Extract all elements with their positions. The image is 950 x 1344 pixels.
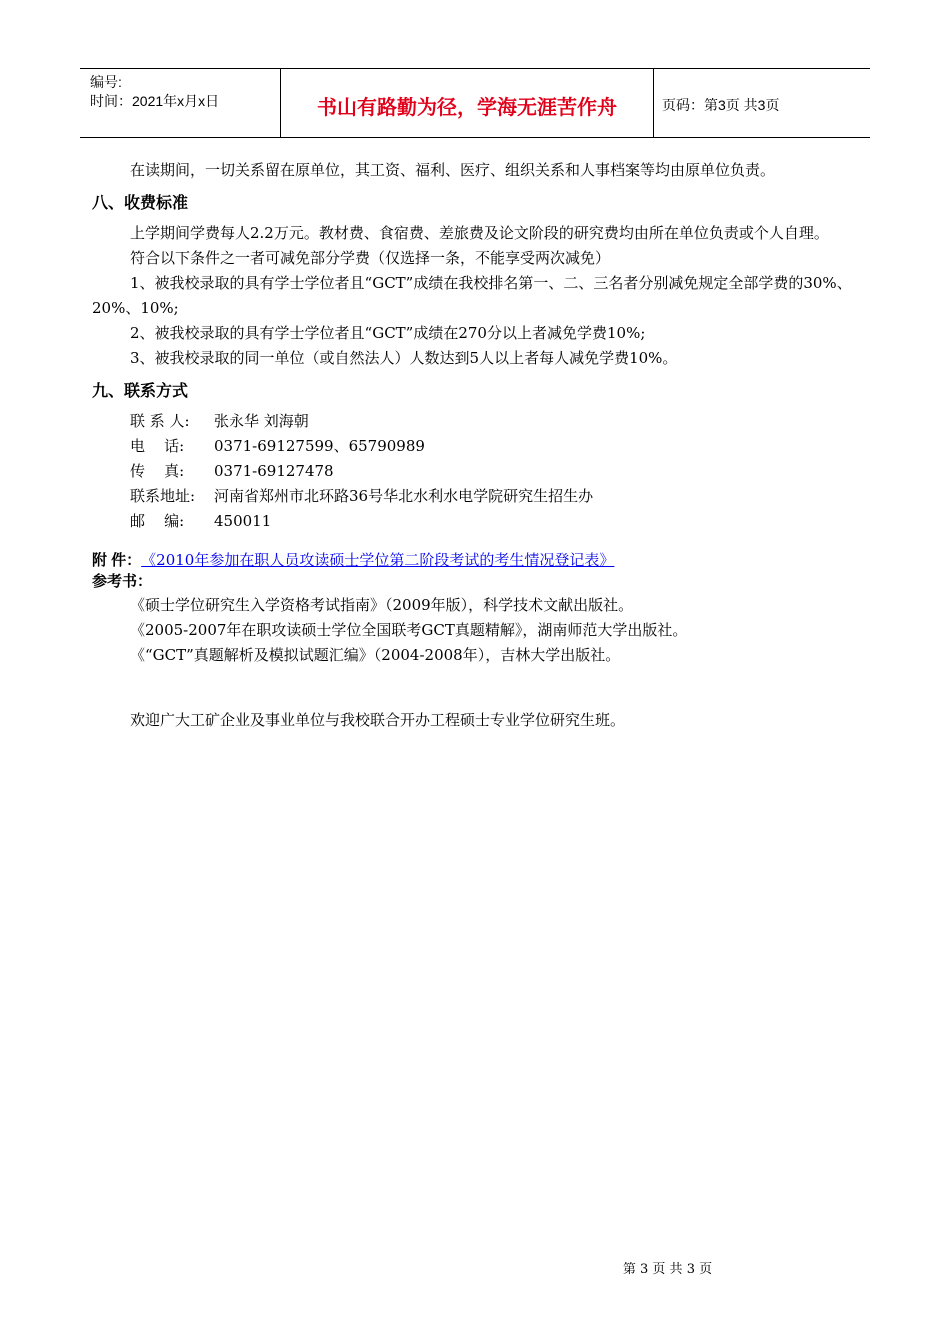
references-label: 参考书： <box>92 573 153 590</box>
contact-row <box>130 409 862 434</box>
time-label: 时间：2021年x月x日 <box>90 93 220 109</box>
reference-book: 《“GCT”真题解析及模拟试题汇编》（2004-2008年），吉林大学出版社。 <box>130 646 621 664</box>
contact-label: 邮 编: <box>130 512 185 530</box>
fees-line: 符合以下条件之一者可减免部分学费（仅选择一条，不能享受两次减免） <box>130 249 611 267</box>
contact-label: 电 话: <box>130 437 185 455</box>
contact-value: 450011 <box>214 512 272 530</box>
contact-heading: 九、联系方式 <box>92 383 189 400</box>
intro-paragraph: 在读期间，一切关系留在原单位，其工资、福利、医疗、组织关系和人事档案等均由原单位负责。 <box>130 161 776 179</box>
header-motto: 书山有路勤为径，学海无涯苦作舟 <box>280 69 654 137</box>
welcome-paragraph: 欢迎广大工矿企业及事业单位与我校联合开办工程硕士专业学位研究生班。 <box>130 711 626 729</box>
contact-row <box>130 434 862 459</box>
contact-row <box>130 484 862 509</box>
fees-line: 上学期间学费每人2.2万元。教材费、食宿费、差旅费及论文阶段的研究费均由所在单位负责或个人自理。 <box>130 224 829 242</box>
contact-label: 联 系 人: <box>130 412 190 430</box>
fees-line: 2、被我校录取的具有学士学位者且“GCT”成绩在270分以上者减免学费10%; <box>130 324 646 342</box>
header-page-label: 页码：第3页 共3页 <box>662 97 780 113</box>
contact-value: 0371-69127599、65790989 <box>214 437 425 455</box>
attachment-link[interactable]: 《2010年参加在职人员攻读硕士学位第二阶段考试的考生情况登记表》 <box>141 551 615 569</box>
attachment-row <box>92 550 862 571</box>
attachment-label: 附 件： <box>92 552 142 569</box>
contact-label: 联系地址: <box>130 487 196 505</box>
fees-heading: 八、收费标准 <box>92 195 189 212</box>
header-meta <box>80 69 280 137</box>
contact-value: 0371-69127478 <box>214 462 334 480</box>
fees-line: 1、被我校录取的具有学士学位者且“GCT”成绩在我校排名第一、二、三名者分别减免规定全部学费的30%、20%、10%; <box>92 274 852 317</box>
document-body <box>92 158 862 733</box>
fees-line: 3、被我校录取的同一单位（或自然法人）人数达到5人以上者每人减免学费10%。 <box>130 349 678 367</box>
page-footer: 第 3 页 共 3 页 <box>622 1262 713 1277</box>
contact-value: 河南省郑州市北环路36号华北水利水电学院研究生招生办 <box>214 487 594 505</box>
contact-value: 张永华 刘海朝 <box>214 412 309 430</box>
contact-row <box>130 509 862 534</box>
contact-row <box>130 459 862 484</box>
page-header <box>80 68 870 138</box>
number-label: 编号: <box>90 74 122 90</box>
reference-book: 《硕士学位研究生入学资格考试指南》（2009年版），科学技术文献出版社。 <box>130 596 634 614</box>
reference-book: 《2005-2007年在职攻读硕士学位全国联考GCT真题精解》，湖南师范大学出版社。 <box>130 621 688 639</box>
contact-label: 传 真: <box>130 462 185 480</box>
